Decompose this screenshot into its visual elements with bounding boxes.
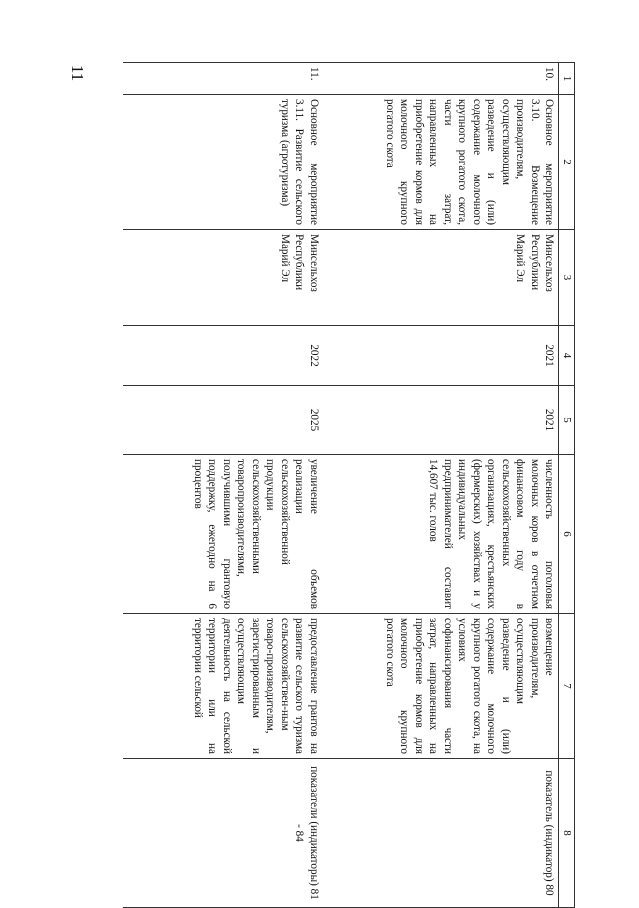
expected-result: численность поголовья молочных коров в отчетном финансовом году в сельскохозяйственных организациях, крестьянских (фермерских) хозяйствах и у индивидуальных предпринимателей составит 14,607 тыс. голов [323,455,559,614]
table-row [323,63,559,908]
indicator-link: показатель (индикатор) 80 [323,759,559,908]
table-row [123,63,323,908]
indicator-link: показатели (индикаторы) 81 - 84 [123,759,323,908]
executor: Минсельхоз Республики Марий Эл [323,230,559,326]
measure-name: Основное мероприятие 3.11. Развитие сельского туризма (агротуризма) [123,95,323,230]
end-year: 2021 [323,386,559,455]
rotated-table-sheet [66,62,575,907]
main-directions: предоставление грантов на развитие сельского туризма сельскохозяйствен-ным товаро-производителям, зарегистрированным и осуществляющим деятельность на сельской территории или на территории сельской [123,614,323,759]
column-number: 4 [559,326,575,386]
expected-result: увеличение объемов реализации сельскохозяйственной продукции сельскохозяйственными товаропроизводителями, получившими грантовую поддержку, ежегодно на 6 процентов [123,455,323,614]
main-directions: возмещение производителям, осуществляющим разведение и (или) содержание молочного крупного рогатого скота, на условиях софинансирования части затрат, направленных на приобретение кормов для молочного крупного рогатого скота [323,614,559,759]
row-number: 11. [123,63,323,95]
start-year: 2021 [323,326,559,386]
column-number: 6 [559,455,575,614]
column-number: 1 [559,63,575,95]
column-number-row [559,63,575,908]
column-number: 7 [559,614,575,759]
page-number: 11 [68,64,87,82]
end-year: 2025 [123,386,323,455]
column-number: 3 [559,230,575,326]
program-measures-table [123,62,575,908]
column-number: 2 [559,95,575,230]
start-year: 2022 [123,326,323,386]
row-number: 10. [323,63,559,95]
column-number: 5 [559,386,575,455]
executor: Минсельхоз Республики Марий Эл [123,230,323,326]
measure-name: Основное мероприятие 3.10. Возмещение производителям, осуществляющим разведение и (или) содержание молочного крупного рогатого скота, части затрат, направленных на приобретение кормов для молочного крупного рогатого скота [323,95,559,230]
column-number: 8 [559,759,575,908]
